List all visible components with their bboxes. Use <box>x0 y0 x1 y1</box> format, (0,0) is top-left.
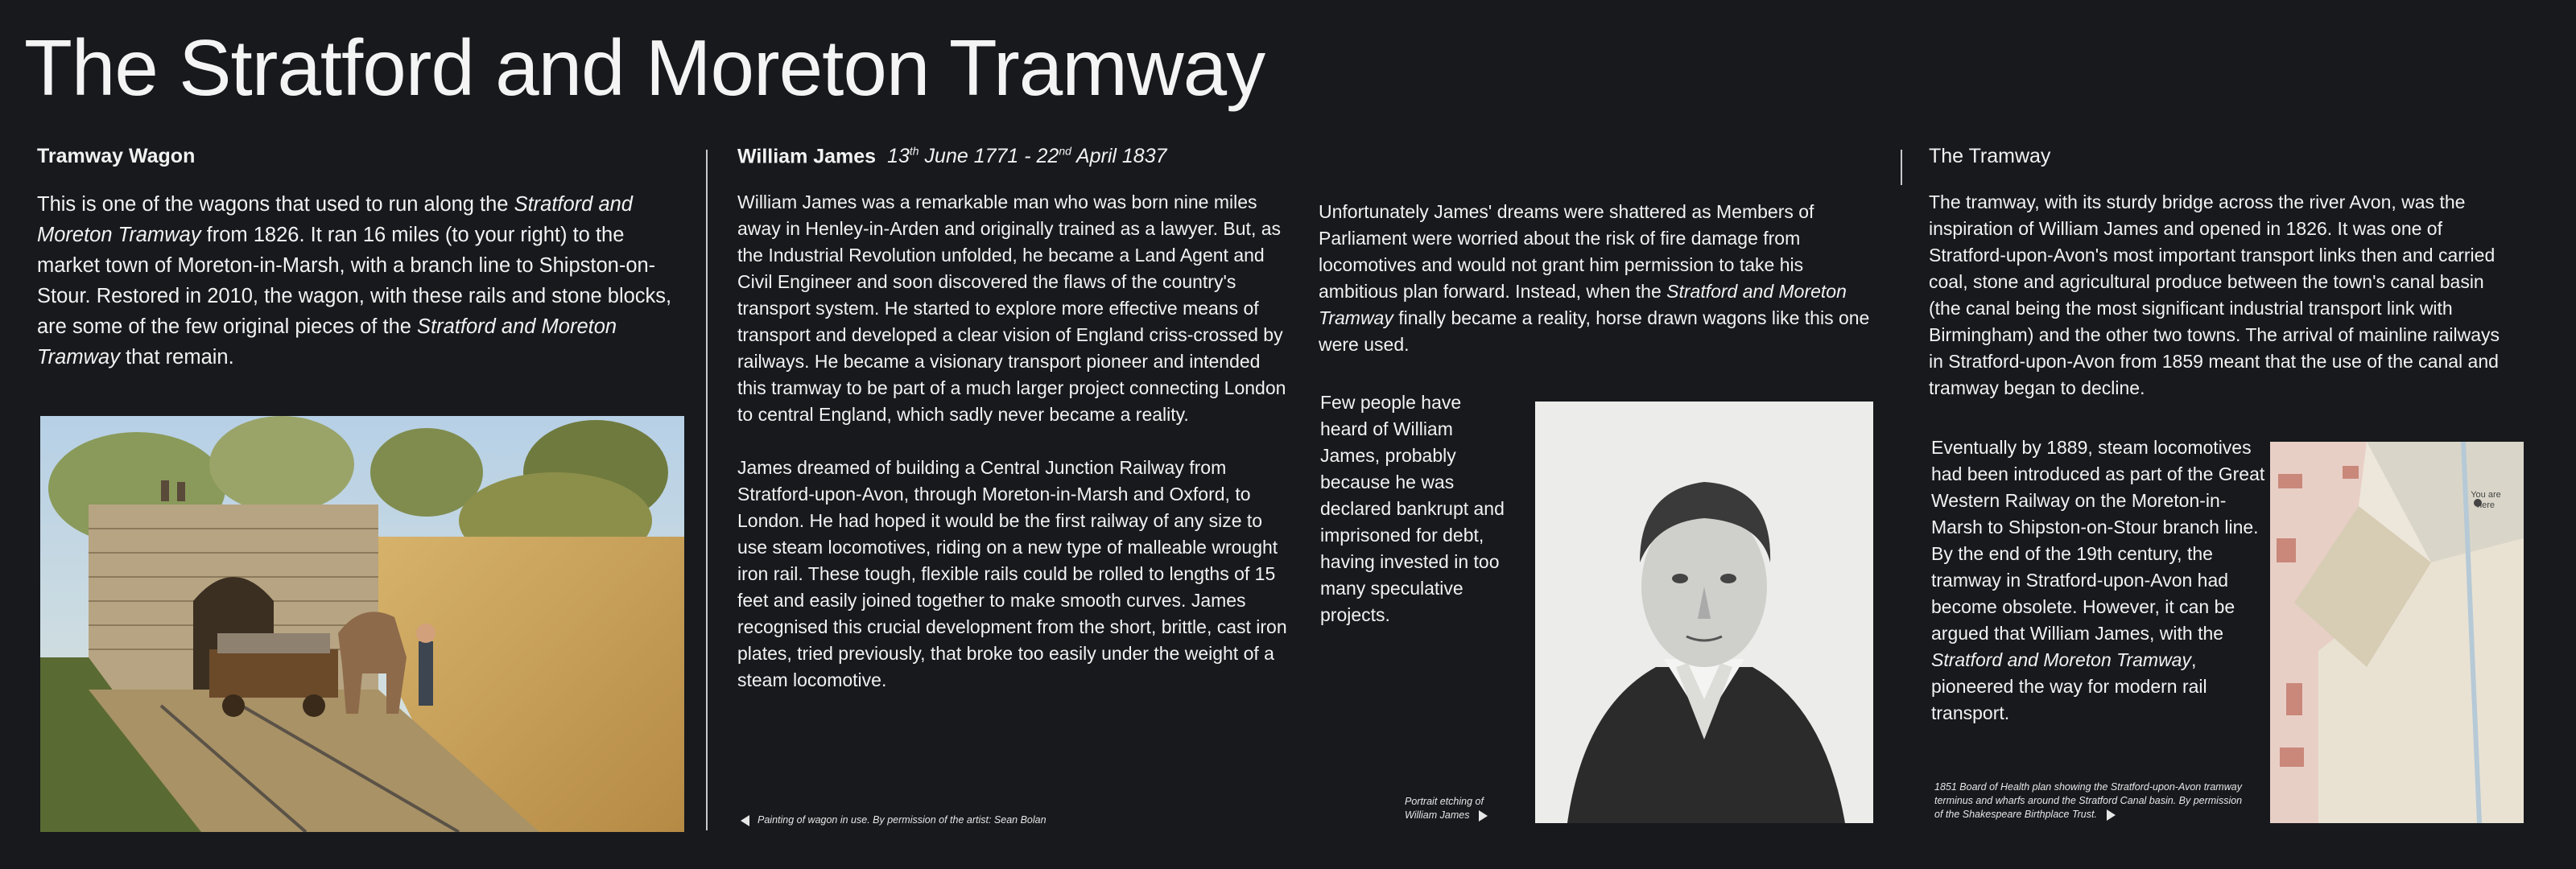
section-heading-william-james: William James 13th June 1771 - 22nd April 1837 <box>737 145 1167 168</box>
column-james-dreams <box>1319 199 1882 358</box>
section-heading-the-tramway: The Tramway <box>1929 145 2051 167</box>
wagon-painting-image <box>40 416 684 832</box>
column-divider <box>1901 150 1902 185</box>
portrait-caption: Portrait etching of William James <box>1405 795 1517 822</box>
portrait-image <box>1535 402 1873 823</box>
the-tramway-paragraph-1: The tramway, with its sturdy bridge across the river Avon, was the inspiration of William James and opened in 1826. It was one of Stratford-upon-Avon's most important transport links then and carried coal, stone and agricultural produce between the town's canal basin (the canal being the most significant industrial transport link with Birmingham) and the other two towns. The arrival of mainline railways in Stratford-upon-Avon from 1859 meant that the use of the canal and tramway began to decline. <box>1929 192 2500 398</box>
few-people-paragraph: Few people have heard of William James, probably because he was declared bankrupt and imprisoned for debt, having invested in too many speculative projects. <box>1320 392 1505 625</box>
right-arrow-icon <box>1479 810 1488 822</box>
left-arrow-icon <box>741 815 749 826</box>
you-are-here-label: You are here <box>2471 490 2501 510</box>
wagon-painting <box>40 416 684 832</box>
column-the-tramway <box>1929 145 2508 402</box>
william-james-paragraph-2: James dreamed of building a Central Junction Railway from Stratford-upon-Avon, through Moreton-in-Marsh and Oxford, to London. He had hoped it would be the first railway of any size to use steam locomotives, riding on a new type of malleable wrought iron rail. These tough, flexible rails could be rolled to lengths of 15 feet and easily joined together to make smooth curves. James recognised this crucial development from the short, brittle, cast iron plates, tried previously, that broke too easily under the weight of a steam locomotive. <box>737 457 1287 691</box>
column-eventually <box>1931 434 2269 727</box>
column-tramway-wagon <box>37 145 681 373</box>
james-dreams-paragraph: Unfortunately James' dreams were shattered as Members of Parliament were worried about the risk of fire damage from locomotives and would not grant him permission to take his ambitious plan forward. Instead, when the Stratford and Moreton Tramway finally became a reality, horse drawn wagons like this one were used. <box>1319 201 1870 355</box>
william-james-paragraph-1: William James was a remarkable man who was born nine miles away in Henley-in-Arden and originally trained as a lawyer. But, as the Industrial Revolution unfolded, he became a Land Agent and Civil Engineer and soon discovered the flaws of the country's transport system. He started to explore more effective means of transport and developed a clear vision of England criss-crossed by railways. He became a visionary transport pioneer and intended this tramway to be part of a much larger project connecting London to central England, which sadly never became a reality. <box>737 192 1286 426</box>
william-james-portrait <box>1535 402 1873 823</box>
column-william-james <box>737 145 1293 694</box>
tramway-wagon-text: This is one of the wagons that used to run along the Stratford and Moreton Tramway from 1826. It ran 16 miles (to your right) to the market town of Moreton-in-Marsh, with a branch line to Shipston-on-Stour. Restored in 2010, the wagon, with these rails and stone blocks, are some of the few original pieces of the Stratford and Moreton Tramway that remain. <box>37 193 672 369</box>
map-caption: 1851 Board of Health plan showing the Stratford-upon-Avon tramway terminus and wharfs around the Stratford Canal basin. By permission of the Shakespeare Birthplace Trust. <box>1934 781 2243 820</box>
column-divider <box>706 150 708 830</box>
painting-caption: Painting of wagon in use. By permission of the artist: Sean Bolan <box>741 813 1046 827</box>
board-of-health-map <box>2270 442 2524 823</box>
the-tramway-paragraph-2: Eventually by 1889, steam locomotives had been introduced as part of the Great Western Railway on the Moreton-in-Marsh to Shipston-on-Stour branch line. By the end of the 19th century, the tramway in Stratford-upon-Avon had become obsolete. However, it can be argued that William James, with the Stratford and Moreton Tramway, pioneered the way for modern rail transport. <box>1931 437 2265 723</box>
right-arrow-icon <box>2107 809 2116 821</box>
section-heading-tramway-wagon: Tramway Wagon <box>37 145 196 167</box>
page-title: The Stratford and Moreton Tramway <box>24 23 1265 112</box>
life-dates: 13th June 1771 - 22nd April 1837 <box>887 145 1167 168</box>
column-few-people <box>1320 389 1509 628</box>
